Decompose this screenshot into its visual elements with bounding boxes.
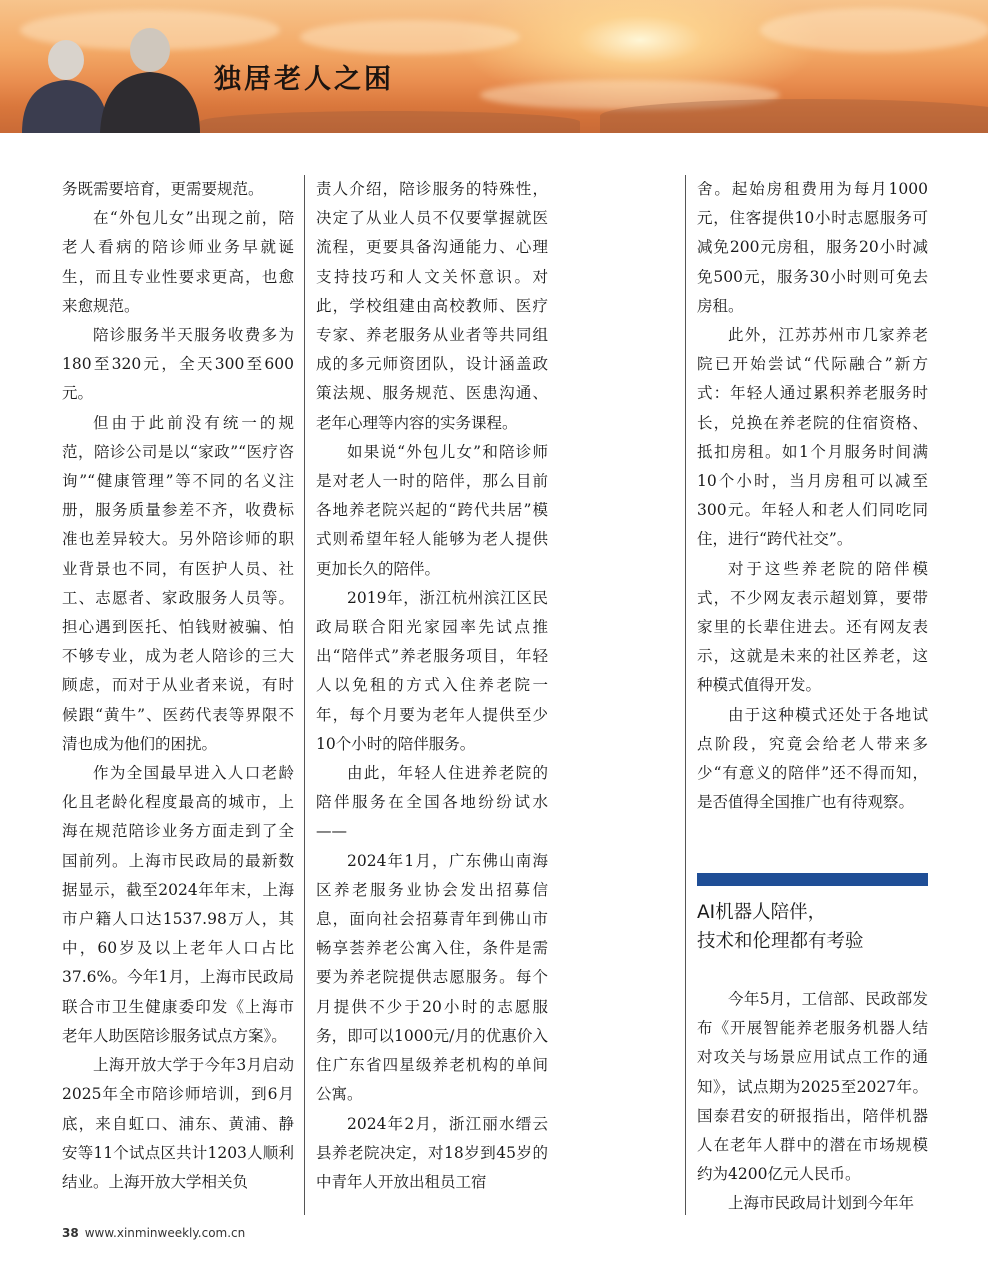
column-divider — [685, 175, 686, 1215]
paragraph: 今年5月，工信部、民政部发布《开展智能养老服务机器人结对攻关与场景应用试点工作的通知》，试点期为2025至2027年。国泰君安的研报指出，陪伴机器人在老年人群中的潜在市场规模约为4200亿元人民币。 — [697, 990, 928, 1184]
paragraph: 2019年，浙江杭州滨江区民政局联合阳光家园率先试点推出“陪伴式”养老服务项目，年轻人以免租的方式入住养老院一年，每个月要为老年人提供至少10个小时的陪伴服务。 — [316, 588, 548, 753]
paragraph: 由此，年轻人住进养老院的陪伴服务在全国各地纷纷试水—— — [316, 764, 548, 841]
elderly-couple-silhouette — [0, 20, 210, 133]
column-3 — [697, 175, 928, 817]
page-number: 38 — [62, 1226, 79, 1240]
paragraph: 但由于此前没有统一的规范，陪诊公司是以“家政”“医疗咨询”“健康管理”等不同的名义注册，服务质量参差不齐，收费标准也差异较大。另外陪诊师的职业背景也不同，有医护人员、社工、志愿者、家政服务人员等。担心遇到医托、怕钱财被骗、怕不够专业，成为老人陪诊的三大顾虑，而对于从业者来说，有时候跟“黄牛”、医药代表等界限不清也成为他们的困扰。 — [62, 413, 294, 753]
paragraph: 上海开放大学于今年3月启动2025年全市陪诊师培训，到6月底，来自虹口、浦东、黄浦、静安等11个试点区共计1203人顺利结业。上海开放大学相关负 — [62, 1056, 294, 1191]
page-footer — [62, 1226, 245, 1240]
section-heading-line: AI机器人陪伴， — [697, 902, 827, 923]
section-heading — [697, 898, 928, 956]
column-2 — [316, 175, 548, 1197]
paragraph: 对于这些养老院的陪伴模式，不少网友表示超划算，要带家里的长辈住进去。还有网友表示，这就是未来的社区养老，这种模式值得开发。 — [697, 559, 928, 695]
banner-title: 独居老人之困 — [214, 64, 394, 95]
paragraph: 务既需要培育，更需要规范。 — [62, 180, 264, 198]
paragraph: 陪诊服务半天服务收费多为180至320元，全天300至600元。 — [62, 326, 294, 403]
paragraph: 舍。起始房租费用为每月1000元，住客提供10小时志愿服务可减免200元房租，服务20小时减免500元，服务30小时则可免去房租。 — [697, 180, 928, 315]
paragraph: 在“外包儿女”出现之前，陪老人看病的陪诊师业务早就诞生，而且专业性要求更高，也愈来愈规范。 — [62, 209, 294, 315]
paragraph: 此外，江苏苏州市几家养老院已开始尝试“代际融合”新方式：年轻人通过累积养老服务时长，兑换在养老院的住宿资格、抵扣房租。如1个月服务时间满10个小时，当月房租可以减至300元。年轻人和老人们同吃同住，进行“跨代社交”。 — [697, 326, 928, 549]
column-3-section-body — [697, 985, 928, 1219]
paragraph: 2024年2月，浙江丽水缙云县养老院决定，对18岁到45岁的中青年人开放出租员工宿 — [316, 1114, 548, 1191]
column-divider — [304, 175, 305, 1215]
section-accent-bar — [697, 873, 928, 886]
paragraph: 如果说“外包儿女”和陪诊师是对老人一时的陪伴，那么目前各地养老院兴起的“跨代共居”模式则希望年轻人能够为老人提供更加长久的陪伴。 — [316, 442, 548, 578]
paragraph: 上海市民政局计划到今年年 — [728, 1194, 915, 1213]
paragraph: 2024年1月，广东佛山南海区养老服务业协会发出招募信息，面向社会招募青年到佛山市畅享荟养老公寓入住，条件是需要为养老院提供志愿服务。每个月提供不少于20小时的志愿服务，即可以1000元/月的优惠价入住广东省四星级养老机构的单间公寓。 — [316, 851, 548, 1104]
header-banner — [0, 0, 988, 133]
paragraph: 责人介绍，陪诊服务的特殊性，决定了从业人员不仅要掌握就医流程，更要具备沟通能力、心理支持技巧和人文关怀意识。对此，学校组建由高校教师、医疗专家、养老服务从业者等共同组成的多元师资团队，设计涵盖政策法规、服务规范、医患沟通、老年心理等内容的实务课程。 — [316, 180, 548, 432]
paragraph: 作为全国最早进入人口老龄化且老龄化程度最高的城市，上海在规范陪诊业务方面走到了全国前列。上海市民政局的最新数据显示，截至2024年年末，上海市户籍人口达1537.98万人，其中，60岁及以上老年人口占比37.6%。今年1月，上海市民政局联合市卫生健康委印发《上海市老年人助医陪诊服务试点方案》。 — [62, 764, 294, 1045]
website-url: www.xinminweekly.com.cn — [84, 1226, 246, 1240]
section-heading-line: 技术和伦理都有考验 — [697, 931, 864, 952]
paragraph: 由于这种模式还处于各地试点阶段，究竟会给老人带来多少“有意义的陪伴”还不得而知，是否值得全国推广也有待观察。 — [697, 705, 928, 812]
column-1 — [62, 175, 294, 1197]
